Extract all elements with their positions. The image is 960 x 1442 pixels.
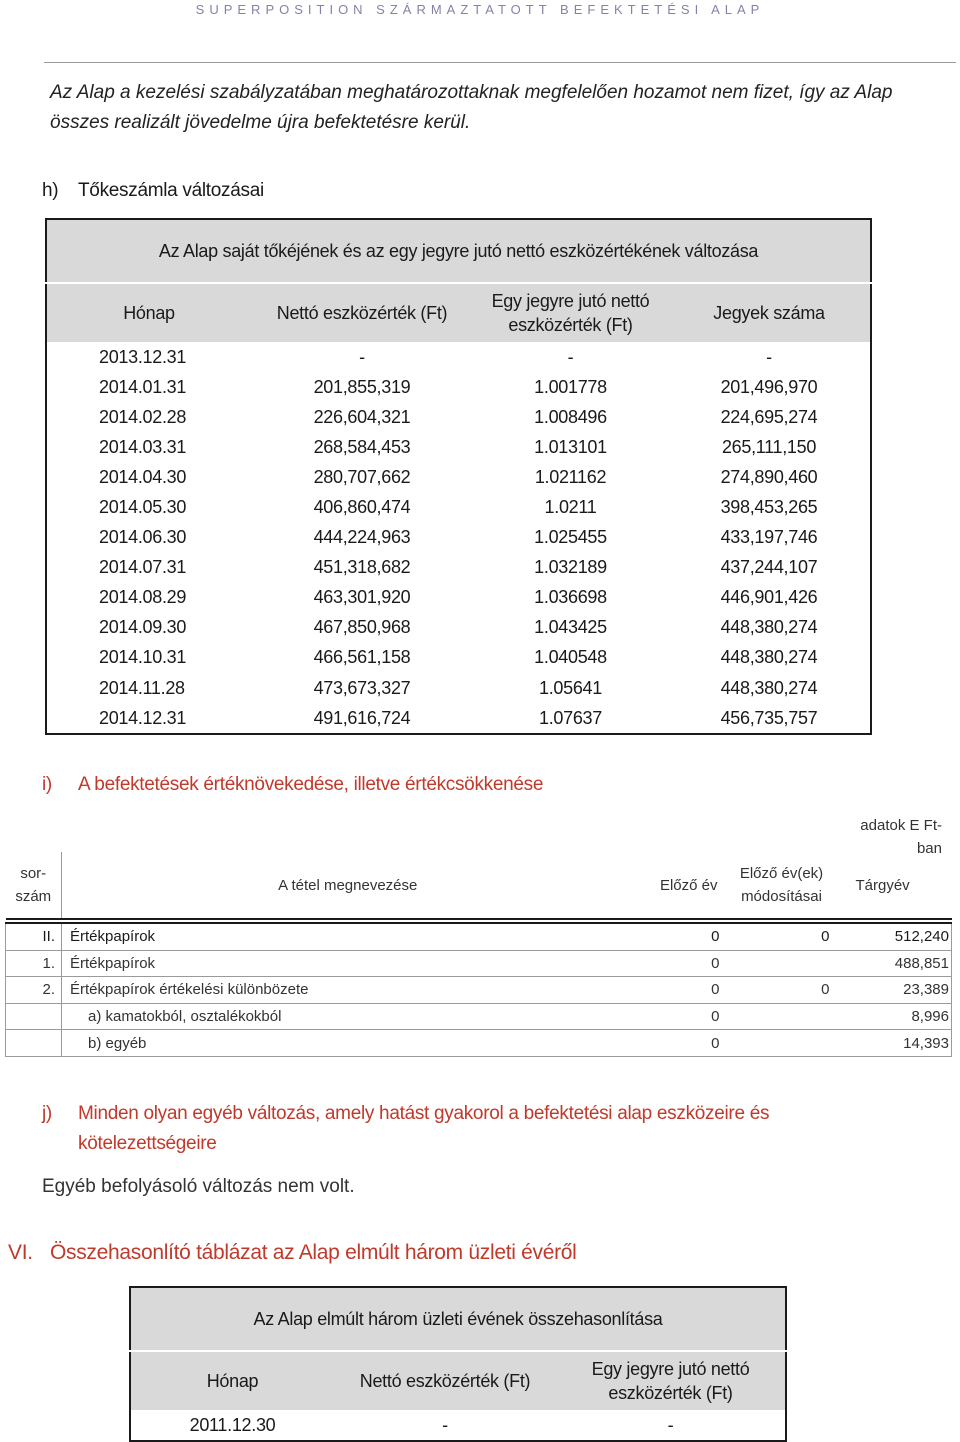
table-cell: 2. [6, 977, 62, 1004]
table-cell: - [766, 346, 772, 367]
col-netto-eszkozertek: Nettó eszközérték (Ft) [251, 283, 473, 342]
col-egy-jegyre-juto: Egy jegyre jutó nettó eszközérték (Ft) [556, 1351, 786, 1410]
table-cell: 280,707,662 [313, 466, 411, 487]
section-vi-label: VI. [8, 1241, 33, 1264]
table-cell: 1.036698 [534, 587, 607, 608]
intro-paragraph: Az Alap a kezelési szabályzatában meghatározottaknak megfelelően hozamot nem fizet, így az Alap összes realizált jövedelme újra befektetésre kerül. [50, 82, 893, 133]
table-cell: 1.013101 [534, 436, 607, 457]
table-cell: 0 [634, 1030, 724, 1057]
table-row [46, 523, 871, 553]
section-j-title-line2: kötelezettségeire [78, 1133, 217, 1154]
table-cell: 226,604,321 [313, 406, 411, 427]
table-row [46, 613, 871, 643]
comparison-table-body [130, 1410, 786, 1441]
valuation-table-header [6, 852, 952, 919]
table-row [6, 1030, 952, 1057]
section-h-heading [42, 176, 922, 206]
table-cell: 466,561,158 [313, 647, 411, 668]
table-cell: 1.021162 [534, 466, 607, 487]
table-cell: - [442, 1414, 448, 1435]
capital-table-header [46, 283, 871, 342]
table-cell: 456,735,757 [720, 707, 818, 728]
table-row [46, 492, 871, 522]
section-h-label: h) [42, 180, 59, 201]
col-egy-jegyre-juto: Egy jegyre jutó nettó eszközérték (Ft) [473, 283, 668, 342]
table-row [46, 432, 871, 462]
table-cell: 0 [724, 923, 836, 950]
table-cell: II. [6, 923, 62, 950]
section-j-heading [42, 1099, 922, 1159]
comparison-table-caption: Az Alap elmúlt három üzleti évének összehasonlítása [130, 1287, 786, 1351]
section-vi-title: Összehasonlító táblázat az Alap elmúlt három üzleti évéről [50, 1241, 577, 1264]
col-sorszam: sor-szám [6, 852, 62, 919]
col-modositasai: Előző év(ek) módosításai [724, 852, 836, 919]
table-cell: - [359, 346, 365, 367]
table-cell: 2014.05.30 [99, 497, 187, 518]
section-j-title-line1: Minden olyan egyéb változás, amely hatást gyakorol a befektetési alap eszközeire és [78, 1103, 770, 1124]
capital-table-caption: Az Alap saját tőkéjének és az egy jegyre jutó nettó eszközértékének változása [46, 219, 871, 283]
table-cell: 2013.12.31 [99, 346, 187, 367]
table-row [6, 950, 952, 977]
comparison-table-header [130, 1351, 786, 1410]
col-jegyek-szama: Jegyek száma [668, 283, 871, 342]
table-cell: 1.025455 [534, 527, 607, 548]
table-row [46, 643, 871, 673]
table-cell: b) egyéb [62, 1030, 634, 1057]
table-cell: 1.040548 [534, 647, 607, 668]
running-header: SUPERPOSITION SZÁRMAZTATOTT BEFEKTETÉSI ALAP [195, 2, 765, 17]
table-cell: 444,224,963 [313, 527, 411, 548]
table-row [6, 923, 952, 950]
table-cell: 0 [634, 1003, 724, 1030]
unit-note: adatok E Ft-ban [860, 817, 942, 857]
section-j-text: Egyéb befolyásoló változás nem volt. [42, 1176, 355, 1197]
table-cell: 2014.09.30 [99, 617, 187, 638]
table-cell: 2014.03.31 [99, 436, 187, 457]
table-cell: 0 [634, 977, 724, 1004]
table-cell: 1.008496 [534, 406, 607, 427]
table-row [46, 583, 871, 613]
table-cell: Értékpapírok [62, 923, 634, 950]
table-cell: 0 [634, 923, 724, 950]
table-cell: 2014.01.31 [99, 376, 187, 397]
table-cell: 473,673,327 [313, 677, 411, 698]
table-row [46, 462, 871, 492]
table-cell: a) kamatokból, osztalékokból [62, 1003, 634, 1030]
table-cell [724, 950, 836, 977]
table-cell: 2014.04.30 [99, 466, 187, 487]
header-divider [44, 62, 956, 63]
table-cell: 467,850,968 [313, 617, 411, 638]
table-cell: 406,860,474 [313, 497, 411, 518]
table-cell: 448,380,274 [720, 617, 818, 638]
table-cell: 8,996 [836, 1003, 952, 1030]
table-row [46, 372, 871, 402]
table-cell: 451,318,682 [313, 557, 411, 578]
table-cell: - [567, 346, 574, 367]
table-cell: 463,301,920 [313, 587, 411, 608]
section-i-title: A befektetések értéknövekedése, illetve értékcsökkenése [78, 774, 544, 795]
table-cell [6, 1003, 62, 1030]
col-targyev: Tárgyév [836, 852, 952, 919]
table-cell: 268,584,453 [313, 436, 411, 457]
table-cell: Értékpapírok [62, 950, 634, 977]
table-cell: 446,901,426 [720, 587, 818, 608]
section-vi-heading [8, 1238, 577, 1268]
table-cell: 491,616,724 [313, 707, 411, 728]
table-row [46, 703, 871, 734]
table-cell: - [667, 1414, 674, 1435]
table-cell: 201,496,970 [720, 376, 818, 397]
table-cell: 433,197,746 [720, 527, 818, 548]
table-cell: 512,240 [836, 923, 952, 950]
table-cell: 224,695,274 [720, 406, 818, 427]
section-j-label: j) [42, 1103, 52, 1124]
table-row [46, 342, 871, 372]
table-cell: 2014.08.29 [99, 587, 187, 608]
table-cell: 201,855,319 [313, 376, 411, 397]
capital-account-table [45, 218, 872, 735]
table-cell: 2011.12.30 [189, 1414, 276, 1435]
table-cell: 1.07637 [539, 707, 602, 728]
table-cell: 448,380,274 [720, 677, 818, 698]
table-cell: 274,890,460 [720, 466, 818, 487]
table-cell: 2014.11.28 [99, 677, 185, 698]
table-cell: 265,111,150 [721, 436, 817, 457]
col-honap: Hónap [130, 1351, 334, 1410]
table-cell: 437,244,107 [720, 557, 818, 578]
table-row [6, 1003, 952, 1030]
table-cell: 2014.06.30 [99, 527, 187, 548]
col-netto-eszkozertek: Nettó eszközérték (Ft) [334, 1351, 556, 1410]
table-cell: 2014.07.31 [99, 557, 187, 578]
table-cell: 2014.12.31 [99, 707, 187, 728]
table-cell: 1.05641 [539, 677, 602, 698]
table-cell: 1.001778 [534, 376, 607, 397]
table-cell: 1.0211 [544, 497, 597, 518]
table-cell: 2014.02.28 [99, 406, 187, 427]
col-honap: Hónap [46, 283, 251, 342]
table-cell: 398,453,265 [720, 497, 818, 518]
capital-table-body [46, 342, 871, 734]
comparison-table [129, 1286, 787, 1442]
table-cell: 488,851 [836, 950, 952, 977]
section-i-heading [42, 770, 922, 800]
valuation-table-body [6, 919, 952, 1056]
table-row [46, 673, 871, 703]
col-tetel-megnevezese: A tétel megnevezése [62, 852, 634, 919]
table-cell: 2014.10.31 [99, 647, 187, 668]
table-cell: 14,393 [836, 1030, 952, 1057]
table-cell [724, 1030, 836, 1057]
table-cell [724, 1003, 836, 1030]
table-cell [6, 1030, 62, 1057]
table-cell: Értékpapírok értékelési különbözete [62, 977, 634, 1004]
table-row [6, 977, 952, 1004]
table-row [46, 402, 871, 432]
table-row [130, 1410, 786, 1441]
table-cell: 0 [634, 950, 724, 977]
table-cell: 448,380,274 [720, 647, 818, 668]
table-cell: 1.032189 [534, 557, 607, 578]
table-cell: 1.043425 [534, 617, 607, 638]
table-cell: 0 [724, 977, 836, 1004]
table-cell: 23,389 [836, 977, 952, 1004]
section-h-title: Tőkeszámla változásai [78, 180, 264, 201]
valuation-change-table [5, 852, 952, 1057]
col-elozo-ev: Előző év [634, 852, 724, 919]
section-i-label: i) [42, 774, 52, 795]
table-cell: 1. [6, 950, 62, 977]
table-row [46, 553, 871, 583]
